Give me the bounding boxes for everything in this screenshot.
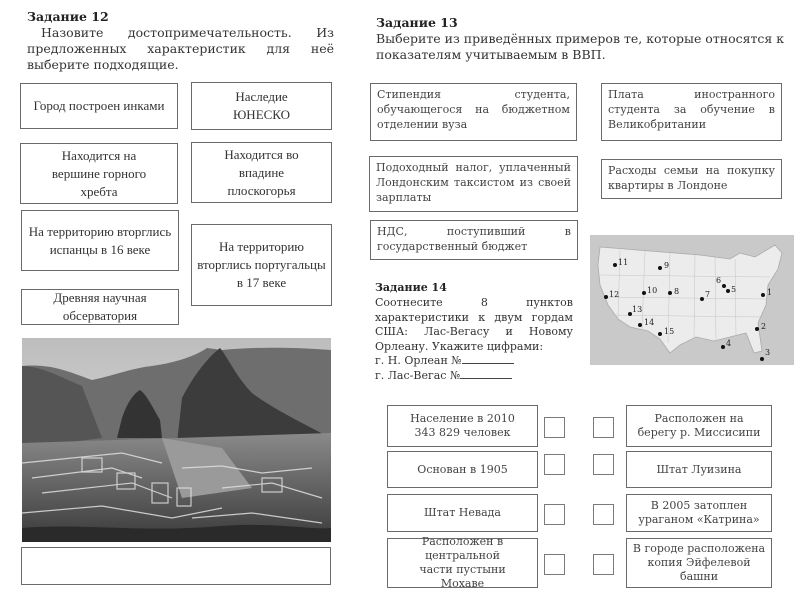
- task12-title: Задание 12: [27, 9, 109, 24]
- map-label: 13: [632, 305, 643, 314]
- map-point-12: [604, 295, 608, 299]
- checkbox-right-3[interactable]: [593, 504, 614, 525]
- task14-left-item-4[interactable]: [387, 535, 538, 590]
- map-label: 9: [664, 261, 670, 270]
- checkbox-left-1[interactable]: [544, 417, 565, 438]
- task12-option-4[interactable]: [191, 142, 332, 203]
- option-label: Наследие ЮНЕСКО: [232, 89, 291, 122]
- map-point-14: [638, 323, 642, 327]
- task13-option-4[interactable]: [601, 159, 782, 199]
- task12-answer-box[interactable]: [21, 547, 331, 585]
- task12-option-7[interactable]: [21, 289, 179, 325]
- item-label: Расположен в центральной части пустыни Мохаве: [419, 535, 506, 590]
- map-point-3: [760, 357, 764, 361]
- task14-left-item-2[interactable]: [387, 451, 538, 488]
- map-point-5: [726, 289, 730, 293]
- map-point-7: [700, 297, 704, 301]
- option-label: На территорию вторглись португальцы в 17 веке: [197, 239, 326, 290]
- checkbox-right-4[interactable]: [593, 554, 614, 575]
- item-label: В городе расположена копия Эйфелевой башни: [632, 542, 766, 583]
- answer-line-label: г. Н. Орлеан №: [375, 354, 462, 367]
- answer-blank[interactable]: [462, 354, 514, 364]
- map-point-9: [658, 266, 662, 270]
- task12-option-2[interactable]: [191, 82, 332, 130]
- checkbox-right-1[interactable]: [593, 417, 614, 438]
- checkbox-left-4[interactable]: [544, 554, 565, 575]
- checkbox-right-2[interactable]: [593, 454, 614, 475]
- map-label: 14: [644, 318, 655, 327]
- usa-map: [590, 235, 794, 365]
- map-point-15: [658, 332, 662, 336]
- item-label: Основан в 1905: [417, 462, 508, 476]
- map-label: 12: [609, 290, 620, 299]
- map-point-6: [722, 284, 726, 288]
- map-label: 15: [664, 327, 675, 336]
- item-label: В 2005 затоплен ураганом «Катрина»: [638, 499, 760, 526]
- usa-map-shape: [590, 235, 794, 365]
- map-point-8: [668, 291, 672, 295]
- map-label: 2: [761, 322, 767, 331]
- map-point-2: [755, 327, 759, 331]
- option-label: Древняя научная обсерватория: [53, 290, 147, 323]
- answer-line-label: г. Лас-Вегас №: [375, 369, 461, 382]
- task12-option-6[interactable]: [191, 224, 332, 306]
- landmark-photo: [22, 338, 331, 542]
- task14-right-item-3[interactable]: [626, 494, 772, 532]
- map-label: 11: [618, 258, 629, 267]
- option-label: На территорию вторглись испанцы в 16 веке: [28, 223, 172, 257]
- item-label: Штат Невада: [424, 506, 501, 519]
- map-point-11: [613, 263, 617, 267]
- task13-option-3[interactable]: [369, 156, 578, 212]
- map-label: 3: [765, 348, 771, 357]
- task13-option-2[interactable]: [601, 83, 782, 141]
- checkbox-left-2[interactable]: [544, 454, 565, 475]
- map-label: 1: [767, 288, 773, 297]
- task12-option-5[interactable]: [21, 210, 179, 271]
- task13-option-1[interactable]: [370, 83, 577, 141]
- answer-blank[interactable]: [460, 369, 512, 379]
- map-label: 6: [716, 276, 722, 285]
- task14-answer-line-1: [375, 354, 514, 369]
- task13-title: Задание 13: [376, 15, 458, 30]
- task13-text: Выберите из приведённых примеров те, которые относятся к показателям учитываемым в ВВП.: [376, 31, 785, 62]
- map-label: 4: [726, 339, 732, 348]
- task14-right-item-2[interactable]: [626, 451, 772, 488]
- task14-right-item-1[interactable]: [626, 405, 772, 447]
- task13-option-5[interactable]: [370, 220, 578, 260]
- map-label: 8: [674, 287, 680, 296]
- item-label: Расположен на берегу р. Миссисипи: [637, 412, 761, 439]
- option-label: Расходы семьи на покупку квартиры в Лондоне: [608, 164, 775, 192]
- task14-text: Соотнесите 8 пунктов характеристики к двум гордам США: Лас-Вегасу и Новому Орлеану. Укажите цифрами:: [375, 296, 573, 353]
- item-label: Штат Луизина: [656, 462, 742, 476]
- map-point-10: [642, 291, 646, 295]
- item-label: Население в 2010 343 829 человек: [410, 412, 515, 439]
- task14-right-item-4[interactable]: [626, 538, 772, 588]
- map-label: 10: [647, 286, 658, 295]
- option-label: Стипендия студента, обучающегося на бюджетном отделении вуза: [377, 88, 570, 131]
- option-label: Город построен инками: [33, 98, 165, 113]
- task12-option-3[interactable]: [20, 143, 178, 204]
- task14-title: Задание 14: [375, 281, 447, 294]
- checkbox-left-3[interactable]: [544, 504, 565, 525]
- map-label: 5: [731, 285, 737, 294]
- task12-option-1[interactable]: [20, 83, 178, 129]
- task12-text: Назовите достопримечательность. Из предложенных характеристик для неё выберите подходящие.: [27, 25, 334, 72]
- option-label: Находится на вершине горного хребта: [51, 147, 147, 199]
- map-label: 7: [705, 290, 711, 299]
- option-label: НДС, поступивший в государственный бюджет: [377, 225, 571, 253]
- task14-left-item-3[interactable]: [387, 494, 538, 532]
- option-label: Плата иностранного студента за обучение в Великобритании: [608, 88, 775, 131]
- map-point-1: [761, 293, 765, 297]
- map-point-4: [721, 345, 725, 349]
- task14-answer-line-2: [375, 369, 512, 384]
- mountain-ruins-image: [22, 338, 331, 542]
- option-label: Подоходный налог, уплаченный Лондонским таксистом из своей зарплаты: [376, 161, 571, 204]
- option-label: Находится во впадине плоскогорья: [224, 146, 299, 198]
- task14-left-item-1[interactable]: [387, 405, 538, 447]
